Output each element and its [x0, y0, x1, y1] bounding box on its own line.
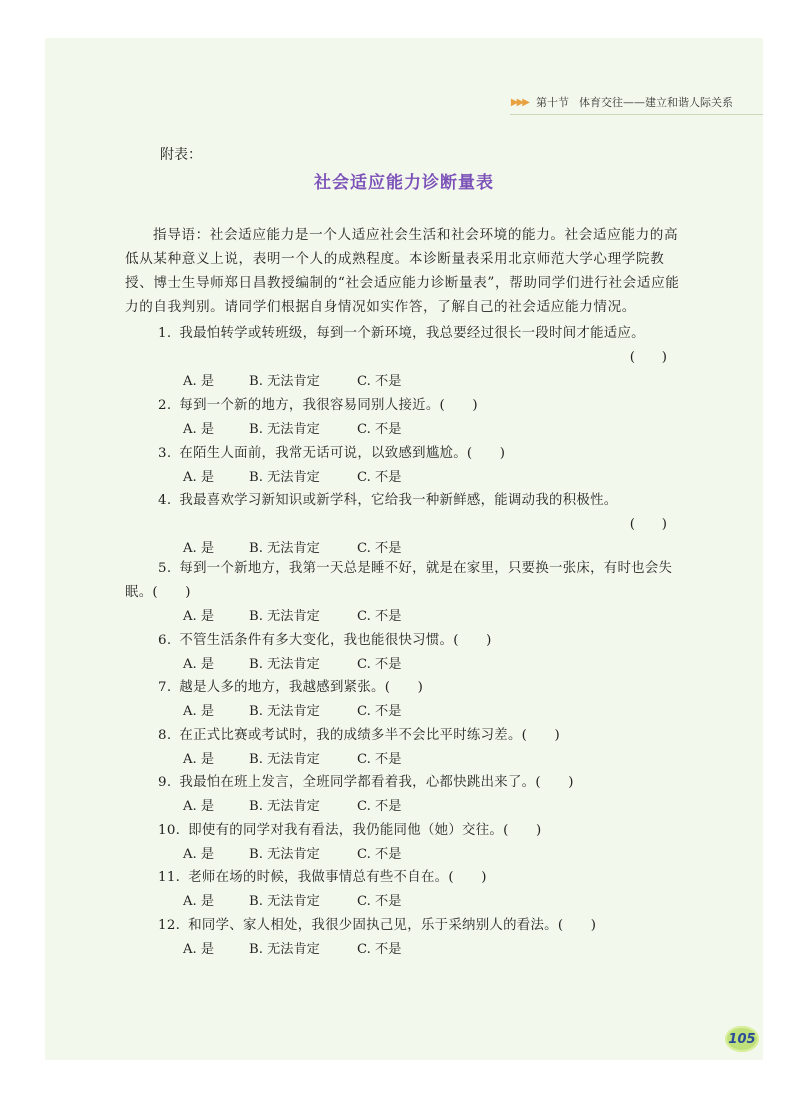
option-a[interactable]: A. 是: [183, 704, 215, 719]
answer-options: [183, 938, 401, 957]
question-number: 7.: [158, 680, 172, 695]
option-c[interactable]: C. 不是: [357, 470, 402, 485]
question-item: [125, 557, 687, 605]
intro-paragraph: 指导语：社会适应能力是一个人适应社会生活和社会环境的能力。社会适应能力的高低从某种意义上说，表明一个人的成熟程度。本诊断量表采用北京师范大学心理学院教授、博士生导师郑日昌教授编制的“社会适应能力诊断量表”，帮助同学们进行社会适应能力的自我判别。请同学们根据自身情况如实作答，了解自己的社会适应能力情况。: [125, 227, 680, 315]
question-item: [125, 394, 687, 418]
answer-options: [183, 843, 401, 862]
header-section: 第十节: [536, 96, 569, 109]
option-b[interactable]: B. 无法肯定: [249, 752, 320, 767]
header-title: 体育交往——建立和谐人际关系: [579, 96, 733, 109]
option-a[interactable]: A. 是: [183, 422, 215, 437]
option-c[interactable]: C. 不是: [357, 752, 402, 767]
option-c[interactable]: C. 不是: [357, 894, 402, 909]
option-a[interactable]: A. 是: [183, 847, 215, 862]
option-c[interactable]: C. 不是: [357, 541, 402, 556]
answer-options: [183, 370, 401, 389]
running-header: [511, 94, 733, 110]
answer-options: [183, 653, 401, 672]
page: [45, 38, 763, 1060]
option-c[interactable]: C. 不是: [357, 657, 402, 672]
option-a[interactable]: A. 是: [183, 470, 215, 485]
arrows-icon: ▶▶▶: [510, 96, 528, 108]
answer-bracket[interactable]: ( ): [629, 517, 667, 532]
option-b[interactable]: B. 无法肯定: [249, 374, 320, 389]
question-number: 10.: [158, 823, 181, 838]
option-b[interactable]: B. 无法肯定: [249, 847, 320, 862]
question-item: [125, 771, 687, 795]
question-item: [125, 819, 687, 843]
option-a[interactable]: A. 是: [183, 609, 215, 624]
question-text: 每到一个新的地方，我很容易同别人接近。( ): [179, 398, 478, 413]
option-b[interactable]: B. 无法肯定: [249, 470, 320, 485]
header-rule: [510, 114, 763, 115]
option-c[interactable]: C. 不是: [357, 942, 402, 957]
option-c[interactable]: C. 不是: [357, 704, 402, 719]
answer-options: [183, 418, 401, 437]
option-c[interactable]: C. 不是: [357, 609, 402, 624]
question-item: [125, 489, 687, 513]
question-number: 2.: [158, 398, 172, 413]
question-number: 6.: [158, 633, 172, 648]
option-c[interactable]: C. 不是: [357, 847, 402, 862]
answer-options: [183, 700, 401, 719]
option-a[interactable]: A. 是: [183, 657, 215, 672]
question-text: 每到一个新地方，我第一天总是睡不好，就是在家里，只要换一张床，有时也会失眠。( ): [125, 561, 673, 600]
option-b[interactable]: B. 无法肯定: [249, 894, 320, 909]
question-item: [125, 322, 687, 346]
answer-bracket[interactable]: ( ): [629, 350, 667, 365]
question-text: 即使有的同学对我有看法，我仍能同他（她）交往。( ): [188, 823, 542, 838]
question-text: 我最喜欢学习新知识或新学科，它给我一种新鲜感，能调动我的积极性。: [179, 493, 618, 508]
option-c[interactable]: C. 不是: [357, 799, 402, 814]
question-item: [125, 866, 687, 890]
question-number: 3.: [158, 446, 172, 461]
answer-options: [183, 795, 401, 814]
option-a[interactable]: A. 是: [183, 752, 215, 767]
answer-options: [183, 890, 401, 909]
option-a[interactable]: A. 是: [183, 894, 215, 909]
option-c[interactable]: C. 不是: [357, 422, 402, 437]
question-item: [125, 914, 687, 938]
answer-options: [183, 466, 401, 485]
question-text: 在正式比赛或考试时，我的成绩多半不会比平时练习差。( ): [179, 728, 561, 743]
answer-options: [183, 748, 401, 767]
option-a[interactable]: A. 是: [183, 374, 215, 389]
question-text: 我最怕在班上发言，全班同学都看着我，心都快跳出来了。( ): [179, 775, 574, 790]
option-a[interactable]: A. 是: [183, 942, 215, 957]
question-number: 11.: [158, 870, 181, 885]
question-number: 8.: [158, 728, 172, 743]
question-text: 老师在场的时候，我做事情总有些不自在。( ): [188, 870, 487, 885]
appendix-label: 附表：: [160, 147, 202, 163]
question-number: 12.: [158, 918, 181, 933]
answer-options: [183, 605, 401, 624]
option-b[interactable]: B. 无法肯定: [249, 422, 320, 437]
answer-options: [183, 537, 401, 556]
question-item: [125, 676, 687, 700]
option-a[interactable]: A. 是: [183, 541, 215, 556]
question-number: 4.: [158, 493, 172, 508]
option-b[interactable]: B. 无法肯定: [249, 609, 320, 624]
question-text: 在陌生人面前，我常无话可说，以致感到尴尬。( ): [179, 446, 506, 461]
option-b[interactable]: B. 无法肯定: [249, 704, 320, 719]
question-text: 越是人多的地方，我越感到紧张。( ): [179, 680, 424, 695]
option-c[interactable]: C. 不是: [357, 374, 402, 389]
option-b[interactable]: B. 无法肯定: [249, 657, 320, 672]
option-b[interactable]: B. 无法肯定: [249, 799, 320, 814]
question-number: 9.: [158, 775, 172, 790]
question-number: 5.: [158, 561, 172, 576]
question-text: 和同学、家人相处，我很少固执己见，乐于采纳别人的看法。( ): [188, 918, 597, 933]
page-number: 105: [725, 1026, 759, 1052]
page-title: 社会适应能力诊断量表: [314, 173, 494, 193]
option-a[interactable]: A. 是: [183, 799, 215, 814]
option-b[interactable]: B. 无法肯定: [249, 541, 320, 556]
question-item: [125, 442, 687, 466]
question-item: [125, 629, 687, 653]
question-number: 1.: [158, 326, 172, 341]
question-text: 我最怕转学或转班级，每到一个新环境，我总要经过很长一段时间才能适应。: [179, 326, 645, 341]
question-text: 不管生活条件有多大变化，我也能很快习惯。( ): [179, 633, 492, 648]
question-item: [125, 724, 687, 748]
option-b[interactable]: B. 无法肯定: [249, 942, 320, 957]
